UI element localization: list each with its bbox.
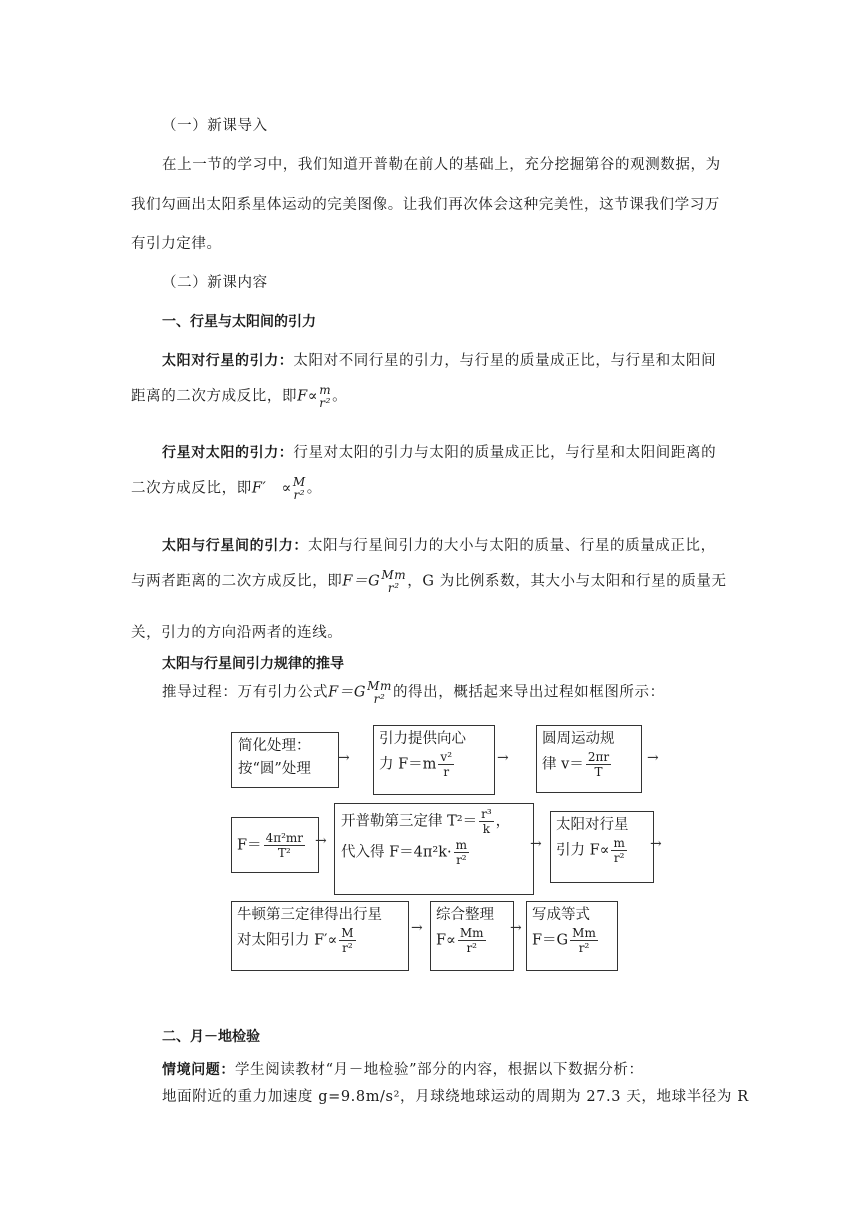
flow-box-newton-third-law: 牛顿第三定律得出行星 对太阳引力 F′∝ $\frac{M}{\text{r²}}$ — [231, 901, 409, 971]
sun-on-planet-formula-line: 距离的二次方成反比，即F∝ m r² 。 — [131, 383, 348, 410]
planet-on-sun-formula-line: 二次方成反比，即F′ ∝ M r² 。 — [131, 475, 322, 502]
text: 太阳对不同行星的引力，与行星的质量成正比，与行星和太阳间 — [293, 353, 717, 369]
mutual-label: 太阳与行星间的引力： — [162, 538, 308, 554]
flow-box-kepler-third-law: 开普勒第三定律 T²＝ $\frac{\text{r³}}{k}$ ， 代入得 F＝4π²k· $\frac{m}{\text{r²}}$ — [334, 803, 534, 895]
mutual-formula-line: 与两者距离的二次方成反比，即F＝G Mm r² ，G 为比例系数，其大小与太阳和行星的质量无 — [131, 568, 727, 595]
fraction: M r² — [292, 475, 306, 502]
mutual-line3: 关，引力的方向沿两者的连线。 — [131, 625, 343, 641]
intro-paragraph-line: 在上一节的学习中，我们知道开普勒在前人的基础上，充分挖掘第谷的观测数据，为 — [162, 157, 721, 173]
scenario-label: 情境问题： — [162, 1062, 235, 1078]
fraction: Mm r² — [367, 679, 392, 706]
planet-on-sun-label: 行星对太阳的引力： — [162, 445, 294, 461]
flow-arrow: → — [530, 836, 542, 852]
scenario-line: 情境问题：学生阅读教材“月－地检验”部分的内容，根据以下数据分析： — [162, 1062, 644, 1078]
section2-title: 二、月－地检验 — [162, 1029, 260, 1045]
formula-lhs: F∝ — [297, 388, 319, 405]
derivation-line: 推导过程：万有引力公式F＝G Mm r² 的得出，概括起来导出过程如框图所示： — [162, 679, 665, 706]
intro-paragraph-line: 有引力定律。 — [131, 236, 222, 252]
flow-arrow: → — [411, 920, 423, 936]
flow-box-force: F＝ $\frac{\text{4π²mr}}{\text{T²}}$ — [231, 817, 319, 873]
content-heading: （二）新课内容 — [162, 275, 268, 291]
flow-arrow: → — [647, 750, 659, 766]
flow-box-centripetal: 引力提供向心 力 F＝m $\frac{\text{v²}}{r}$ — [373, 725, 495, 795]
data-line: 地面附近的重力加速度 g=9.8m/s²，月球绕地球运动的周期为 27.3 天，地球半径为 R — [162, 1089, 749, 1105]
section1-title: 一、行星与太阳间的引力 — [162, 314, 316, 330]
planet-on-sun-paragraph: 行星对太阳的引力：行星对太阳的引力与太阳的质量成正比，与行星和太阳间距离的 — [162, 445, 717, 461]
derivation-title: 太阳与行星间引力规律的推导 — [162, 656, 344, 672]
fraction: m r² — [319, 383, 332, 410]
fraction: Mm r² — [381, 568, 407, 595]
flow-arrow: → — [510, 920, 522, 936]
intro-heading: （一）新课导入 — [162, 118, 268, 134]
intro-paragraph-line: 我们勾画出太阳系星体运动的完美图像。让我们再次体会这种完美性，这节课我们学习万 — [131, 197, 720, 213]
flow-arrow: → — [650, 836, 662, 852]
flow-arrow: → — [315, 833, 327, 849]
flow-box-sun-on-planet: 太阳对行星 引力 F∝ $\frac{m}{\text{r²}}$ — [550, 811, 654, 883]
flow-box-simplify: 简化处理： 按“圆”处理 — [231, 732, 339, 788]
flow-arrow: → — [338, 750, 350, 766]
flow-arrow: → — [497, 750, 509, 766]
text: 距离的二次方成反比，即 — [131, 388, 298, 405]
flow-box-combine: 综合整理 F∝ $\frac{Mm}{\text{r²}}$ — [430, 901, 514, 971]
sun-on-planet-label: 太阳对行星的引力： — [162, 353, 294, 369]
sun-on-planet-paragraph — [162, 349, 716, 370]
flow-box-circular-motion: 圆周运动规 律 v＝ $\frac{2\pi r}{T}$ — [536, 725, 642, 793]
flow-box-equation: 写成等式 F＝G $\frac{Mm}{\text{r²}}$ — [526, 901, 618, 971]
mutual-paragraph: 太阳与行星间的引力：太阳与行星间引力的大小与太阳的质量、行星的质量成正比， — [162, 538, 716, 554]
